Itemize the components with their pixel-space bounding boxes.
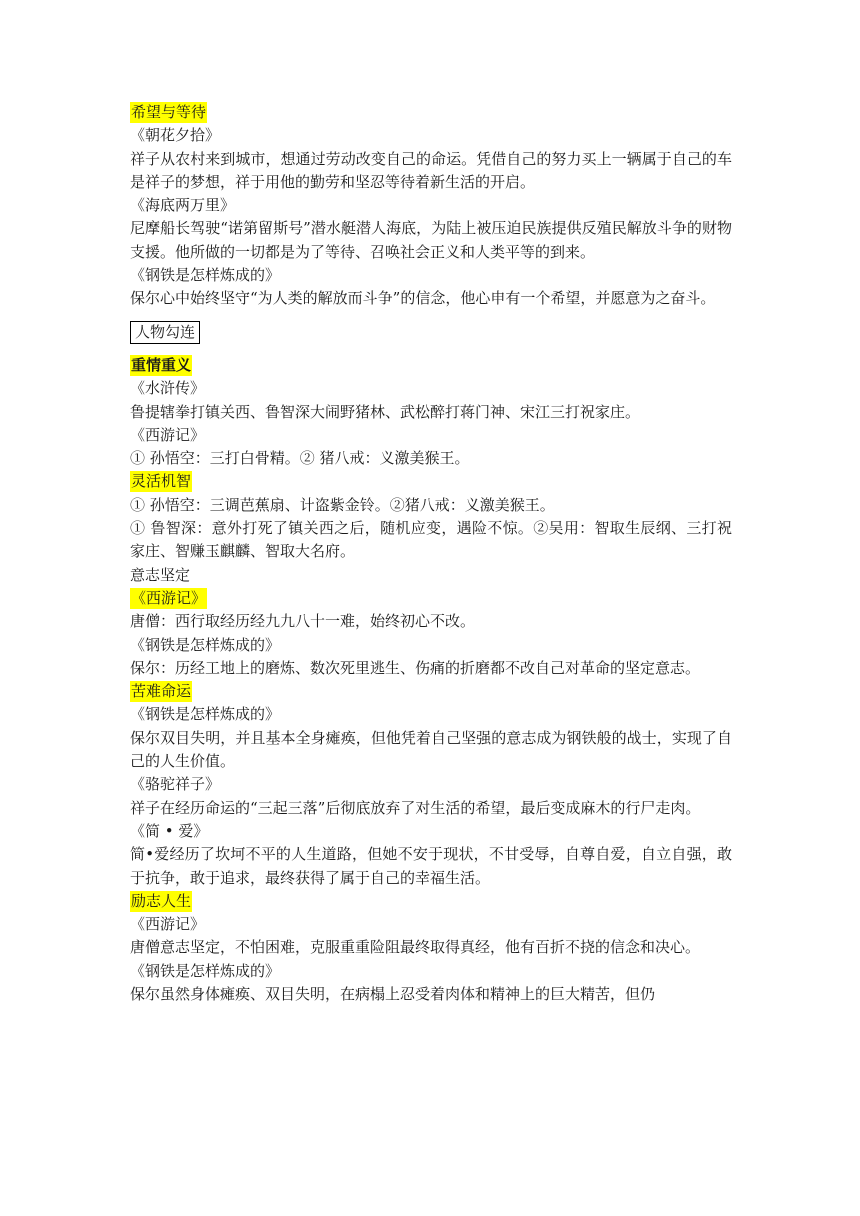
- paragraph: ① 鲁智深：意外打死了镇关西之后，随机应变，遇险不惊。②吴用：智取生辰纲、三打祝家庄、智赚玉麒麟、智取大名府。: [130, 519, 732, 561]
- book-title: 《骆驼祥子》: [130, 775, 221, 794]
- book-title: 《西游记》: [130, 915, 206, 934]
- book-title: 《水浒传》: [130, 379, 206, 398]
- paragraph: 保尔心中始终坚守“为人类的解放而斗争”的信念，他心申有一个希望，并愿意为之奋斗。: [130, 289, 716, 308]
- paragraph: 保尔虽然身体瘫痪、双目失明，在病榻上忍受着肉体和精神上的巨大精苦，但仍: [130, 984, 656, 1003]
- paragraph: ① 孙悟空：三调芭蕉扇、计盗紫金铃。②猪八戒：义激美猴王。: [130, 495, 555, 514]
- book-title: 《钢铁是怎样炼成的》: [130, 635, 281, 654]
- book-title: 《钢铁是怎样炼成的》: [130, 961, 281, 980]
- section-heading-hope: 希望与等待: [131, 103, 207, 121]
- section-heading-hardship: 苦难命运: [131, 682, 192, 701]
- paragraph: ① 孙悟空：三打白骨精。② 猪八戒：义激美猴王。: [130, 449, 470, 468]
- book-title: 《钢铁是怎样炼成的》: [130, 266, 281, 285]
- section-heading-loyalty: 重情重义: [131, 355, 192, 374]
- section-heading-will: 意志坚定: [130, 565, 191, 584]
- paragraph: 祥子从农村来到城市，想通过劳动改变自己的命运。凭借自己的努力买上一辆属于自己的车是祥子的梦想，祥于用他的勤劳和坚忍等待着新生活的开启。: [130, 149, 732, 191]
- paragraph: 唐僧：西行取经历经九九八十一难，始终初心不改。: [130, 612, 476, 631]
- paragraph: 保尔：历经工地上的磨炼、数次死里逃生、伤痛的折磨都不改自己对革命的坚定意志。: [130, 658, 701, 677]
- character-link-box: 人物勾连: [130, 321, 200, 344]
- book-title: 《钢铁是怎样炼成的》: [130, 705, 281, 724]
- document-page: [130, 101, 732, 1006]
- section-heading-inspire: 励志人生: [131, 891, 192, 910]
- book-title-highlighted: 《西游记》: [131, 588, 207, 607]
- section-heading-wit: 灵活机智: [131, 472, 192, 491]
- paragraph: 祥子在经历命运的“三起三落”后彻底放弃了对生活的希望，最后变成麻木的行尸走肉。: [130, 798, 701, 817]
- book-title: 《朝花夕拾》: [130, 126, 221, 145]
- paragraph: 唐僧意志坚定，不怕困难，克服重重险阻最终取得真经，他有百折不挠的信念和决心。: [130, 938, 701, 957]
- paragraph: 保尔双目失明，并且基本全身瘫痪，但他凭着自己坚强的意志成为钢铁般的战士，实现了自己的人生价值。: [130, 728, 732, 771]
- book-title: 《简 • 爱》: [130, 821, 209, 840]
- paragraph: 尼摩船长驾驶“诺第留斯号”潜水艇潜人海底，为陆上被压迫民族提供反殖民解放斗争的财物支援。他所做的一切都是为了等待、召唤社会正义和人类平等的到来。: [130, 219, 732, 261]
- paragraph: 简•爱经历了坎坷不平的人生道路，但她不安于现状，不甘受辱，自尊自爱，自立自强，敢于抗争，敢于追求，最终获得了属于自己的幸福生活。: [130, 845, 732, 887]
- book-title: 《西游记》: [130, 425, 206, 444]
- paragraph: 鲁提辖拳打镇关西、鲁智深大闹野猪林、武松醉打蒋门神、宋江三打祝家庄。: [130, 402, 641, 421]
- book-title: 《海底两万里》: [130, 196, 236, 215]
